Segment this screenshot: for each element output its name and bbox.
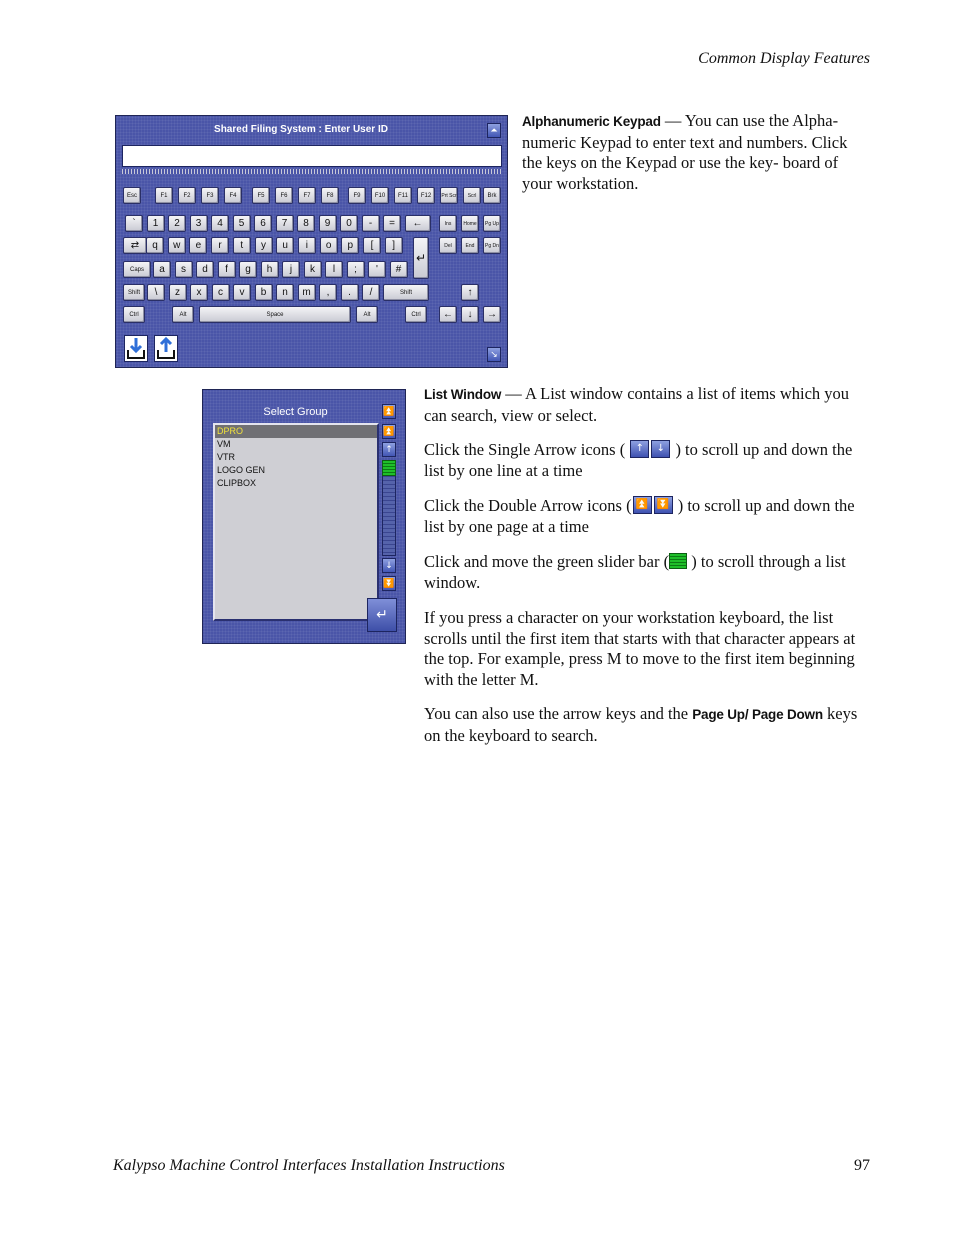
arrow-left-key[interactable]: ← [439,306,457,323]
z-row-key-0[interactable]: Shift [123,284,145,301]
q-row-key-11[interactable]: [ [363,237,381,254]
num-key-9[interactable]: 9 [319,215,337,232]
arrow-down-key[interactable]: ↓ [461,306,479,323]
footer-doc-title: Kalypso Machine Control Interfaces Installation Instructions [113,1157,505,1174]
page-up-double-arrow-icon[interactable]: ⏫ [382,404,396,419]
list-item[interactable]: VM [217,439,231,449]
fn-key-11[interactable]: F11 [394,187,412,204]
num-key-0[interactable]: ` [125,215,143,232]
a-row-key-1[interactable]: a [153,261,171,278]
nav2-key-0[interactable]: Del [439,237,457,254]
q-row-key-5[interactable]: t [233,237,251,254]
page-number: 97 [854,1157,870,1174]
z-row-key-2[interactable]: z [169,284,187,301]
fn-key-2[interactable]: F2 [178,187,196,204]
num-key-5[interactable]: 5 [233,215,251,232]
single-arrow-text: Click the Single Arrow icons ( ↑ ↓ ) to scroll up and down the list by one line at a time [424,440,853,480]
z-row-key-10[interactable]: . [341,284,359,301]
z-row-key-6[interactable]: b [255,284,273,301]
nav-key-0[interactable]: Ins [439,215,457,232]
q-row-key-10[interactable]: p [341,237,359,254]
keypad-description: Alphanumeric Keypad — You can use the Alpha- numeric Keypad to enter text and numbers. Click the keys on the Keypad or use the key- board of your workstation. [522,111,848,193]
list-item[interactable]: VTR [217,452,235,462]
num-key-11[interactable]: - [362,215,380,232]
fn-key-13[interactable]: Prt Scr [440,187,458,204]
q-row-key-0[interactable]: ⇄ [123,237,147,254]
num-key-4[interactable]: 4 [211,215,229,232]
fn-key-1[interactable]: F1 [155,187,173,204]
num-key-3[interactable]: 3 [190,215,208,232]
nav-key-2[interactable]: Pg Up [483,215,501,232]
q-row-key-8[interactable]: i [298,237,316,254]
page-up-double-arrow-icon-2[interactable]: ⏫ [382,424,396,439]
a-row-key-5[interactable]: g [239,261,257,278]
q-row-key-3[interactable]: e [189,237,207,254]
a-row-key-8[interactable]: k [304,261,322,278]
a-row-key-4[interactable]: f [218,261,236,278]
keypad-window [115,115,508,368]
a-row-key-10[interactable]: ; [347,261,365,278]
space-row-key-3[interactable]: Alt [356,306,378,323]
space-row-key-1[interactable]: Alt [172,306,194,323]
list-item[interactable]: CLIPBOX [217,478,257,488]
z-row-key-8[interactable]: m [298,284,316,301]
fn-key-3[interactable]: F3 [201,187,219,204]
fn-key-15[interactable]: Brk [483,187,501,204]
slider-text: Click and move the green slider bar ( ) to scroll through a list window. [424,552,846,592]
fn-key-8[interactable]: F8 [321,187,339,204]
arrow-up-key[interactable]: ↑ [461,284,479,301]
keyboard-search-text: If you press a character on your workstation keyboard, the list scrolls until the first item that starts with that character appears at the top. For example, press M to move to the first item beginning with the letter M. [424,608,856,689]
save-file-icon[interactable] [124,335,148,362]
q-row-key-4[interactable]: r [211,237,229,254]
fn-key-4[interactable]: F4 [224,187,242,204]
arrow-right-key[interactable]: → [483,306,501,323]
resize-corner-icon[interactable]: ↘ [487,347,501,362]
line-down-arrow-icon[interactable]: ↓ [382,558,396,573]
num-key-2[interactable]: 2 [168,215,186,232]
load-file-icon[interactable] [154,335,178,362]
page-down-double-arrow-icon[interactable]: ⏬ [382,576,396,591]
double-arrow-text: Click the Double Arrow icons ( ⏫ ⏬ ) to scroll up and down the list by one page at a time [424,496,855,536]
q-row-key-7[interactable]: u [276,237,294,254]
fn-key-5[interactable]: F5 [252,187,270,204]
a-row-key-7[interactable]: j [282,261,300,278]
q-row-key-2[interactable]: w [168,237,186,254]
a-row-key-0[interactable]: Caps [123,261,151,278]
q-row-key-12[interactable]: ] [385,237,403,254]
arrow-keys-text: You can also use the arrow keys and the Page Up/ Page Down keys on the keyboard to search. [424,704,858,745]
fn-key-9[interactable]: F9 [348,187,366,204]
running-header: Common Display Features [698,50,870,67]
a-row-key-9[interactable]: l [325,261,343,278]
list-box[interactable] [213,423,379,621]
num-key-1[interactable]: 1 [147,215,165,232]
single-arrow-up-icon: ↑ [630,440,649,458]
num-key-7[interactable]: 7 [276,215,294,232]
green-slider-icon [669,553,687,569]
page-keys-term: Page Up/ Page Down [692,707,823,722]
list-window-title: Select Group [263,406,328,418]
num-key-10[interactable]: 0 [340,215,358,232]
single-arrow-down-icon: ↓ [651,440,670,458]
fn-key-7[interactable]: F7 [298,187,316,204]
fn-key-6[interactable]: F6 [275,187,293,204]
a-row-key-2[interactable]: s [175,261,193,278]
nav2-key-1[interactable]: End [461,237,479,254]
space-row-key-2[interactable]: Space [199,306,351,323]
double-arrow-up-icon: ⏫ [633,496,652,514]
num-key-8[interactable]: 8 [297,215,315,232]
a-row-key-6[interactable]: h [261,261,279,278]
enter-key[interactable]: ↵ [413,237,429,279]
q-row-key-1[interactable]: q [146,237,164,254]
keypad-window-title: Shared Filing System : Enter User ID [214,124,388,135]
list-item[interactable]: LOGO GEN [217,465,266,475]
list-item[interactable]: DPRO [215,425,377,438]
z-row-key-7[interactable]: n [276,284,294,301]
z-row-key-5[interactable]: v [233,284,251,301]
green-slider-bar[interactable] [382,460,396,476]
num-key-13[interactable]: ← [405,215,431,232]
z-row-key-11[interactable]: / [362,284,380,301]
a-row-key-12[interactable]: # [390,261,408,278]
space-row-key-0[interactable]: Ctrl [123,306,145,323]
z-row-key-12[interactable]: Shift [383,284,429,301]
line-up-arrow-icon[interactable]: ↑ [382,442,396,457]
num-key-6[interactable]: 6 [254,215,272,232]
keypad-text-field[interactable] [122,145,502,167]
fn-key-14[interactable]: Scrl [463,187,481,204]
q-row-key-6[interactable]: y [255,237,273,254]
nav2-key-2[interactable]: Pg Dn [483,237,501,254]
fn-key-12[interactable]: F12 [417,187,435,204]
list-items [215,425,377,490]
list-window [202,389,406,644]
keypad-ruler [122,169,502,174]
list-intro: List Window — A List window contains a list of items which you can search, view or select. [424,384,850,425]
z-row-key-4[interactable]: c [212,284,230,301]
num-key-12[interactable]: = [383,215,401,232]
space-row-key-4[interactable]: Ctrl [405,306,427,323]
list-term: List Window [424,387,502,402]
z-row-key-9[interactable]: , [319,284,337,301]
double-arrow-down-icon: ⏬ [654,496,673,514]
a-row-key-3[interactable]: d [196,261,214,278]
keypad-term: Alphanumeric Keypad [522,114,661,129]
a-row-key-11[interactable]: ' [368,261,386,278]
z-row-key-1[interactable]: \ [147,284,165,301]
collapse-icon[interactable]: ⏶ [487,123,501,138]
fn-key-10[interactable]: F10 [371,187,389,204]
z-row-key-3[interactable]: x [190,284,208,301]
list-enter-button[interactable]: ↵ [367,598,397,632]
nav-key-1[interactable]: Home [461,215,479,232]
q-row-key-9[interactable]: o [320,237,338,254]
fn-key-0[interactable]: Esc [123,187,141,204]
